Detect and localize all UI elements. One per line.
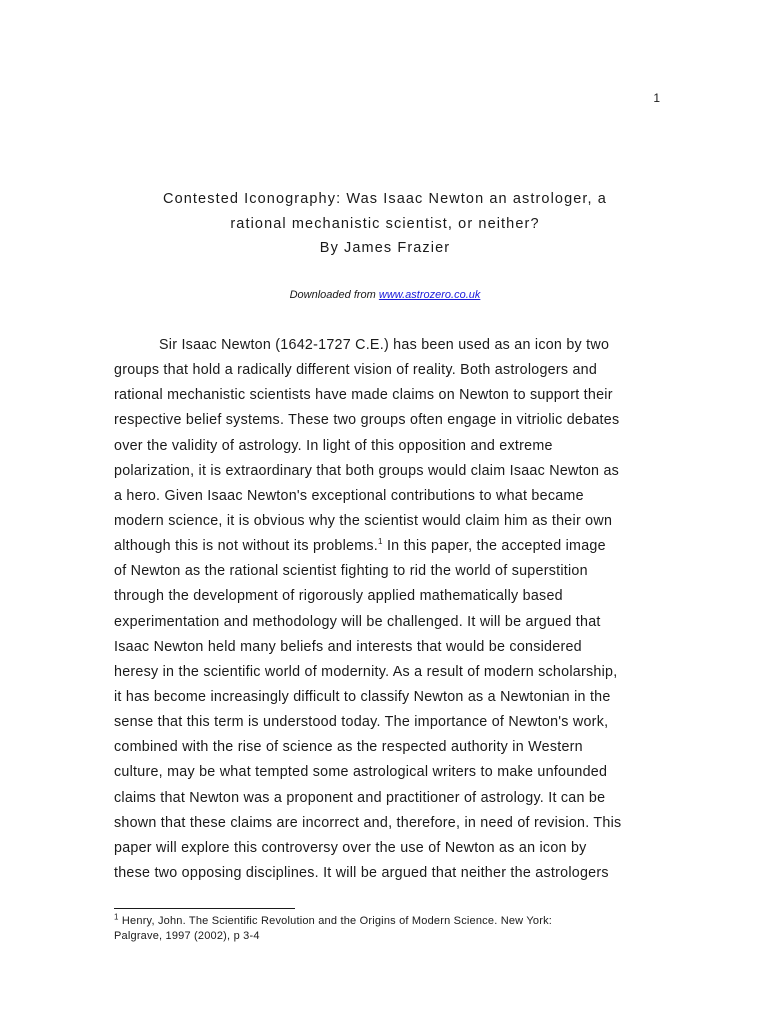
body-line (114, 534, 674, 559)
body-line: respective belief systems. These two groups often engage in vitriolic debates (114, 412, 620, 429)
body-paragraph (114, 333, 674, 886)
footnote-line-1 (114, 914, 674, 929)
download-notice (100, 289, 670, 301)
body-line: culture, may be what tempted some astrological writers to make unfounded (114, 764, 608, 781)
footnote-line-2: Palgrave, 1997 (2002), p 3-4 (114, 930, 260, 942)
body-line: through the development of rigorously applied mathematically based (114, 588, 563, 605)
body-line: these two opposing disciplines. It will be argued that neither the astrologers (114, 864, 609, 881)
body-line: sense that this term is understood today. The importance of Newton's work, (114, 714, 609, 731)
footnote (114, 914, 674, 944)
body-line: paper will explore this controversy over the use of Newton as an icon by (114, 839, 587, 856)
body-line: it has become increasingly difficult to classify Newton as a Newtonian in the (114, 688, 611, 705)
body-line: rational mechanistic scientists have made claims on Newton to support their (114, 387, 613, 404)
body-line-text: although this is not without its problems. (114, 538, 379, 555)
body-line: of Newton as the rational scientist fighting to rid the world of superstition (114, 563, 588, 580)
title-line-2: rational mechanistic scientist, or neither? (230, 215, 540, 232)
body-line: Isaac Newton held many beliefs and interests that would be considered (114, 638, 582, 655)
body-line: claims that Newton was a proponent and practitioner of astrology. It can be (114, 789, 606, 806)
footnote-reference[interactable]: 1 (378, 537, 383, 547)
document-title (100, 187, 670, 261)
body-line: combined with the rise of science as the respected authority in Western (114, 739, 583, 756)
title-line-1: Contested Iconography: Was Isaac Newton an astrologer, a (163, 191, 607, 207)
body-line: polarization, it is extraordinary that both groups would claim Isaac Newton as (114, 462, 620, 479)
source-link[interactable]: www.astrozero.co.uk (378, 289, 481, 301)
body-line: experimentation and methodology will be challenged. It will be argued that (114, 613, 601, 630)
footnote-divider (114, 908, 295, 909)
body-line: shown that these claims are incorrect and, therefore, in need of revision. This (114, 814, 622, 831)
body-line: a hero. Given Isaac Newton's exceptional contributions to what became (114, 487, 584, 504)
footnote-marker: 1 (114, 912, 119, 922)
body-line: heresy in the scientific world of modernity. As a result of modern scholarship, (114, 663, 618, 680)
download-prefix: Downloaded from (289, 289, 379, 301)
body-line: Sir Isaac Newton (1642-1727 C.E.) has been used as an icon by two (159, 337, 610, 353)
body-line-text: In this paper, the accepted image (382, 538, 606, 555)
body-line: over the validity of astrology. In light of this opposition and extreme (114, 437, 553, 454)
footnote-text: Henry, John. The Scientific Revolution and the Origins of Modern Science. New York: (118, 915, 553, 927)
body-line: modern science, it is obvious why the scientist would claim him as their own (114, 512, 613, 529)
body-line: groups that hold a radically different vision of reality. Both astrologers and (114, 362, 598, 379)
byline: By James Frazier (319, 240, 451, 256)
page-number: 1 (653, 91, 660, 105)
